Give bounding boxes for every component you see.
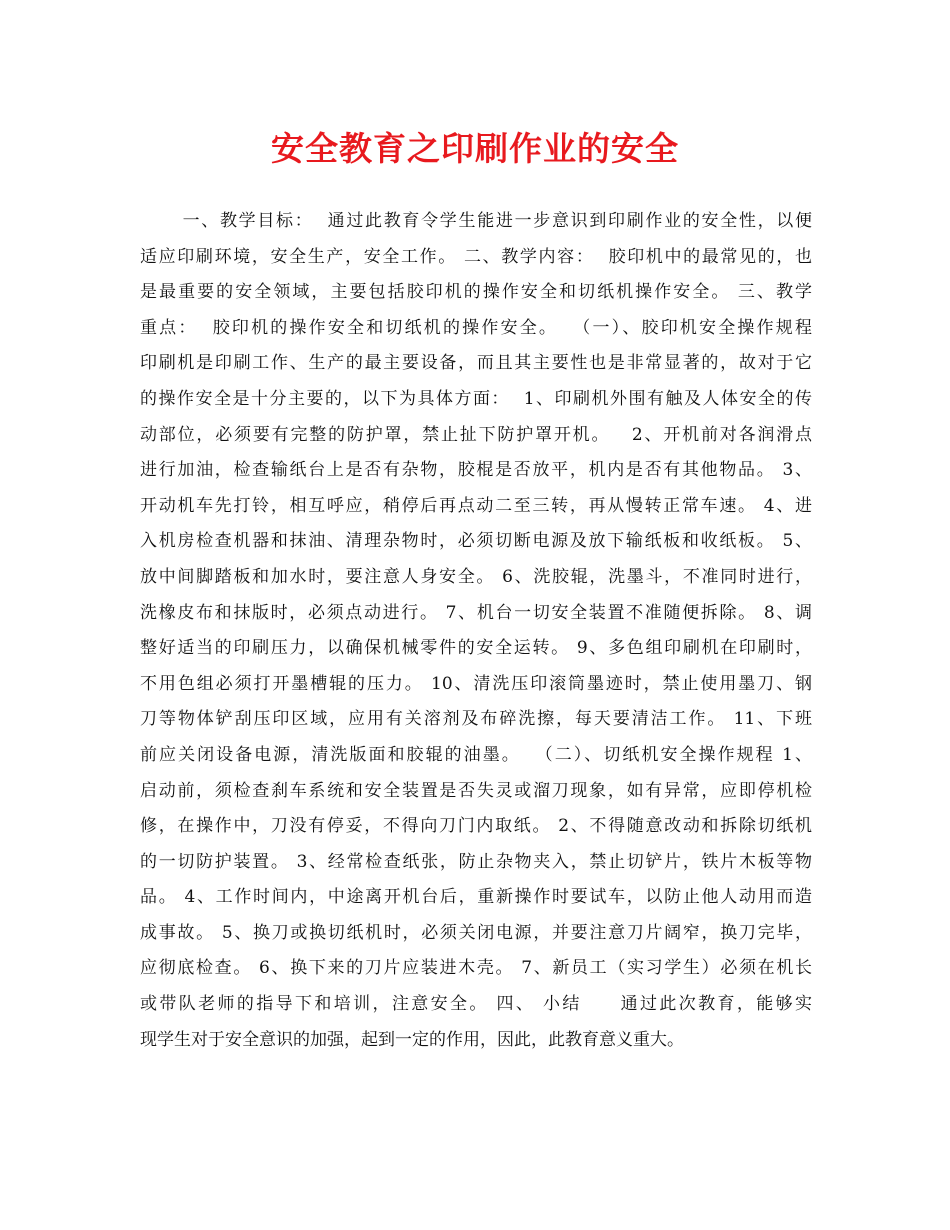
paragraph-line: 开动机车先打铃，相互呼应，稍停后再点动二至三转，再从慢转正常车速。 4、进 [140,495,812,516]
document-body [140,204,812,1058]
paragraph-line: 启动前，须检查刹车系统和安全装置是否失灵或溜刀现象，如有异常，应即停机检 [140,780,812,801]
paragraph-line: 的一切防护装置。 3、经常检查纸张，防止杂物夹入，禁止切铲片，铁片木板等物 [140,851,812,872]
paragraph-line: 放中间脚踏板和加水时，要注意人身安全。 6、洗胶辊，洗墨斗，不准同时进行， [140,566,812,587]
paragraph-line: 印刷机是印刷工作、生产的最主要设备，而且其主要性也是非常显著的，故对于它 [140,353,812,374]
paragraph-line: 适应印刷环境，安全生产，安全工作。 二、教学内容： 胶印机中的最常见的，也 [140,246,812,267]
paragraph-line: 现学生对于安全意识的加强，起到一定的作用，因此，此教育意义重大。 [140,1029,684,1050]
paragraph-line: 进行加油，检查输纸台上是否有杂物，胶棍是否放平，机内是否有其他物品。 3、 [140,460,812,481]
paragraph-line: 修，在操作中，刀没有停妥，不得向刀门内取纸。 2、不得随意改动和拆除切纸机 [140,816,812,837]
paragraph-line: 动部位，必须要有完整的防护罩，禁止扯下防护罩开机。 2、开机前对各润滑点 [140,424,812,445]
paragraph-line: 洗橡皮布和抹版时，必须点动进行。 7、机台一切安全装置不准随便拆除。 8、调 [140,602,812,623]
paragraph-line: 前应关闭设备电源，清洗版面和胶辊的油墨。 （二）、切纸机安全操作规程 1、 [140,744,812,765]
paragraph-line: 刀等物体铲刮压印区域，应用有关溶剂及布碎洗擦，每天要清洁工作。 11、下班 [140,709,812,730]
paragraph-line: 一、教学目标： 通过此教育令学生能进一步意识到印刷作业的安全性，以便 [140,211,812,231]
paragraph-line: 重点： 胶印机的操作安全和切纸机的操作安全。 （一）、胶印机安全操作规程 [140,317,812,338]
paragraph-line: 的操作安全是十分主要的，以下为具体方面： 1、印刷机外围有触及人体安全的传 [140,388,812,409]
paragraph-line: 成事故。 5、换刀或换切纸机时，必须关闭电源，并要注意刀片阔窄，换刀完毕， [140,922,812,943]
paragraph-line: 入机房检查机器和抹油、清理杂物时，必须切断电源及放下输纸板和收纸板。 5、 [140,531,812,552]
paragraph-line: 不用色组必须打开墨槽辊的压力。 10、清洗压印滚筒墨迹时，禁止使用墨刀、钢 [140,673,812,694]
paragraph-line: 或带队老师的指导下和培训，注意安全。 四、 小结 通过此次教育，能够实 [140,994,812,1015]
paragraph-line: 品。 4、工作时间内，中途离开机台后，重新操作时要试车，以防止他人动用而造 [140,887,812,908]
document-title: 安全教育之印刷作业的安全 [271,129,679,168]
paragraph-line: 是最重要的安全领域，主要包括胶印机的操作安全和切纸机操作安全。 三、教学 [140,282,812,303]
paragraph-line: 整好适当的印刷压力，以确保机械零件的安全运转。 9、多色组印刷机在印刷时， [140,638,812,659]
paragraph-line: 应彻底检查。 6、换下来的刀片应装进木壳。 7、新员工（实习学生）必须在机长 [140,958,812,979]
